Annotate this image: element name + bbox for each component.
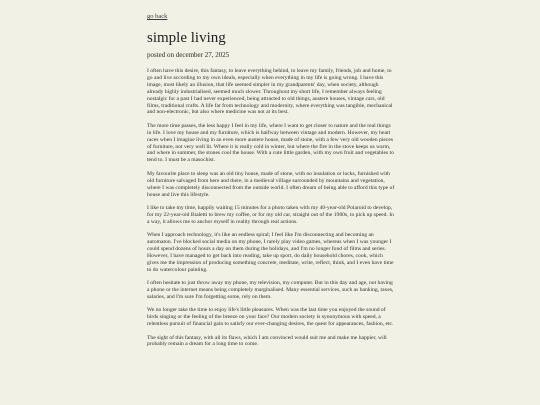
post-date: posted on december 27, 2025: [147, 51, 230, 59]
post-body: [147, 68, 395, 348]
post-paragraph: I like to take my time, happily waiting 15 minutes for a photo taken with my 40-year-old Polaroid to develop, for my 22-year-old Bialetti to brew my coffee, or for my old car, straight out of the 1980s, to pick up speed. In a way, it allows me to anchor myself in reality through real actions.: [147, 204, 394, 225]
post-title: simple living: [147, 30, 226, 46]
post-paragraph: We no longer take the time to enjoy life's little pleasures. When was the last time you enjoyed the sound of birds singing or the feeling of the breeze on your face? Our modern society is synonymous with speed, a relentless pursuit of financial gain to satisfy our ever-changing desires, the quest for appearances, fashion, etc.: [147, 307, 394, 328]
post-paragraph: The sight of this fantasy, with all its flaws, which I am convinced would suit me and make me happier, will probably remain a dream for a long time to come.: [147, 334, 387, 348]
blog-post-page: [147, 5, 395, 355]
post-paragraph: When I approach technology, it's like an endless spiral; I feel like I'm disconnecting and becoming an automaton. I've blocked social media on my phone, I rarely play video games, whereas when I was younger I could spend dozens of hours a day on them during the holidays, and I'm no longer fond of films and series. However, I have managed to get back into reading, take up sport, do daily household chores, cook, which gives me the impression of producing something concrete, meditate, write, reflect, think, and I even have time to do watercolour painting.: [147, 232, 394, 273]
post-paragraph: My favourite place to sleep was an old tiny house, made of stone, with no insulation or locks, furnished with old furniture salvaged from here and there, in a medieval village surrounded by mountains and vegetation, where I was completely disconnected from the outside world. I often dream of being able to afford this type of house and live this lifestyle.: [147, 170, 395, 198]
post-paragraph: I often hesitate to just throw away my phone, my television, my computer. But in this day and age, not having a phone or the internet means being completely marginalised. Many essential services, such as banking, taxes, salaries, and I'm sure I'm forgetting some, rely on them.: [147, 280, 394, 300]
post-paragraph: I often have this desire, this fantasy, to leave everything behind, to leave my family, friends, job and home, to go and live according to my own ideals, especially when everything in my life is going wrong. I have this image, most likely an illusion, that life seemed simpler in my grandparents' day, when society, although already highly industrialised, seemed much slower. Throughout my short life, I remember always feeling nostalgic for a past I had never experienced, being attracted to old things, austere houses, vintage cars, old films, traditional crafts. A life far from technology and modernity, where everything was tangible, mechanical and non-electronic, but also where medicine was not at its best.: [147, 68, 393, 116]
go-back-link[interactable]: go back: [147, 13, 168, 20]
post-paragraph: The more time passes, the less happy I feel in my life, where I want to get closer to nature and the real things in life. I love my house and my furniture, which is halfway between vintage and modern. However, my heart races when I imagine living in an even more austere house, made of stone, with a few very old wooden pieces of furniture, not very well lit. Where it is really cold in winter, but where the fire in the stove keeps us warm, and where in summer, the stones cool the house. With a cute little garden, with my own fruit and vegetables to tend to. I must be a masochist.: [147, 122, 394, 164]
